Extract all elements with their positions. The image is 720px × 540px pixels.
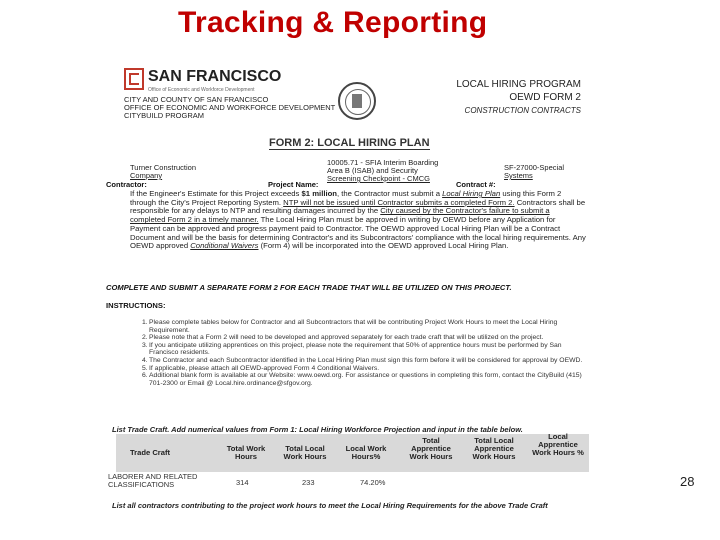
list-contractors-instruction: List all contractors contributing to the project work hours to meet the Local Hiring Requirements for the above Trade Craft <box>112 501 548 510</box>
form-title: FORM 2: LOCAL HIRING PLAN <box>269 137 430 149</box>
header-local-apprentice-pct: Local Apprentice Work Hours % <box>532 432 584 457</box>
header-local-work-hours-pct: Local Work Hours% <box>345 444 387 461</box>
instruction-item: 4. The Contractor and each Subcontractor identified in the Local Hiring Plan must sign this form before it will be considered for approval by OEWD. <box>142 356 583 364</box>
trade-craft-cell: LABORER AND RELATED CLASSIFICATIONS <box>108 472 198 489</box>
program-heading: LOCAL HIRING PROGRAM OEWD FORM 2 CONSTRUCTION CONTRACTS <box>456 79 581 115</box>
contractor-value: Turner Construction Company <box>130 163 196 180</box>
logo-subtitle: Office of Economic and Workforce Development <box>148 87 255 93</box>
sf-logo-icon <box>124 68 144 90</box>
project-value: 10005.71 - SFIA Interim Boarding Area B (ISAB) and Security Screening Checkpoint - CMCG <box>327 158 439 183</box>
slide-title: Tracking & Reporting <box>178 6 488 39</box>
header-total-local-work-hours: Total Local Work Hours <box>283 444 327 461</box>
instruction-item: 2. Please note that a Form 2 will need to be developed and approved separately for each trade craft that will be utilized on the project. <box>142 334 544 342</box>
contract-number-label: Contract #: <box>456 180 496 189</box>
table-row <box>106 473 590 493</box>
instruction-item: 3. If you anticipate utilizing apprentices on this project, please note the requirement that 50% of apprentice hours must be performed by San Francisco residents. <box>142 341 562 357</box>
requirements-paragraph: If the Engineer's Estimate for this Project exceeds $1 million, the Contractor must submit a Local Hiring Plan using this Form 2 through the City's Project Reporting System. NTP will not be issued until Contractor submits a completed Form 2. Contractors shall be responsible for any delays to NTP and resulting damages incurred by the City caused by the Contractor's failure to submit a completed Form 2 in a timely manner. The Local Hiring Plan must be approved in writing by OEWD before any Application for Payment can be approved and progress payment paid to Contractor. The OEWD approved Local Hiring Plan will be a Contract Document and will be the basis for determining Contractor's and its Subcontractors' compliance with the local hiring requirements. Any OEWD approved Conditional Waivers (Form 4) will be incorporated into the OEWD approved Local Hiring Plan. <box>130 189 586 251</box>
header-total-work-hours: Total Work Hours <box>226 444 266 461</box>
instruction-item: 6. Additional blank form is available at our Website: www.oewd.org. For assistance or questions in completing this form, contact the CityBuild (415) 701-2300 or Email @ Local.hire.ordinance@sfgov.org. <box>142 372 582 387</box>
logo-name: SAN FRANCISCO <box>148 68 282 85</box>
total-work-hours-cell: 314 <box>236 478 249 487</box>
total-local-hours-cell: 233 <box>302 478 315 487</box>
header-total-local-apprentice-hours: Total Local Apprentice Work Hours <box>472 436 516 461</box>
form-document <box>104 60 591 540</box>
contract-number-value: SF-27000-Special Systems <box>504 163 565 180</box>
city-seal-icon <box>338 82 376 120</box>
instruction-item: 5. If applicable, please attach all OEWD-approved Form 4 Conditional Waivers. <box>142 364 380 372</box>
contract-info-row <box>106 159 590 189</box>
header-total-apprentice-hours: Total Apprentice Work Hours <box>409 436 453 461</box>
contractor-label: Contractor: <box>106 180 147 189</box>
header-trade-craft: Trade Craft <box>129 448 171 457</box>
local-hours-pct-cell: 74.20% <box>360 478 386 487</box>
complete-submit-notice: COMPLETE AND SUBMIT A SEPARATE FORM 2 FOR EACH TRADE THAT WILL BE UTILIZED ON THIS PROJECT. <box>106 283 512 292</box>
city-address: CITY AND COUNTY OF SAN FRANCISCO OFFICE OF ECONOMIC AND WORKFORCE DEVELOPMENT CITYBUILD PROGRAM <box>124 95 336 120</box>
instruction-item: 1. Please complete tables below for Contractor and all Subcontractors that will be contributing Project Work Hours to meet the Local Hiring Requirement. <box>142 319 558 334</box>
page-number: 28 <box>680 474 695 489</box>
list-trade-craft-instruction: List Trade Craft. Add numerical values from Form 1: Local Hiring Workforce Projection and input in the table below. <box>112 425 523 434</box>
trade-table-header <box>116 434 589 472</box>
project-label: Project Name: <box>268 180 319 189</box>
instructions-list <box>142 319 588 387</box>
instructions-heading: INSTRUCTIONS: <box>106 301 166 310</box>
